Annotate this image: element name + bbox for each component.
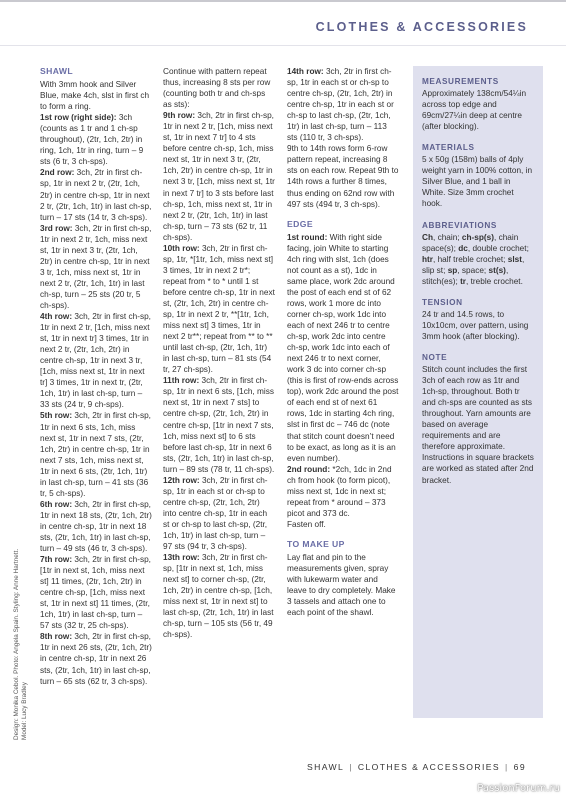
abbreviations-list	[422, 232, 535, 287]
row-label: 1st round:	[287, 232, 328, 242]
row-text: 3ch, 2tr in first ch-sp, 1tr in each st or ch-sp to centre ch-sp, (2tr, 1ch, 2tr) in centre ch-sp, 1tr in each st or ch-sp to last ch-sp, (2tr, 1ch, 1tr) in last ch-sp, turn – 113 sts (110 tr, 3 ch-sps).	[287, 67, 394, 143]
row-text: 3ch, 2tr in first ch-sp, 1tr in next 2 tr, [1ch, miss next st, 1tr in next tr] 3 times, 1tr in next 2 tr, (2tr, 1ch, 2tr) in centre ch-sp, 1tr in next 3 tr, [1ch, miss next st, 1tr in next tr] 3 times, 1tr in next tr, (2tr, 1ch, 1tr) in last ch-sp, turn – 33 sts (24 tr, 9 ch-sps).	[40, 312, 151, 410]
abbr: st(s)	[488, 265, 506, 275]
header-divider	[0, 45, 566, 46]
row-6	[40, 499, 152, 554]
makeup-text: Lay flat and pin to the measurements given, spray with lukewarm water and leave to dry completely. Make 3 tassels and attach one to each point of the shawl.	[287, 552, 396, 618]
edge-round-2	[287, 464, 399, 519]
abbr-meaning: , space;	[457, 265, 489, 275]
row-label: 11th row:	[163, 376, 200, 386]
row-label: 1st row (right side):	[40, 113, 117, 123]
row-12	[163, 475, 275, 552]
row-text: 3ch, 2tr in first ch-sp, 1tr, *[1tr, 1ch, miss next st] 3 times, 1tr in next 2 tr*; repeat from * to * until 1 st before centre ch-sp, 1tr in next st, (2tr, 1ch, 2tr) in centre ch-sp, 1tr in next 2 tr, **[1tr, 1ch, miss next st] 3 times, 1tr in next 2 tr**; repeat from ** to ** until last ch-sp, (2tr, 1ch, 1tr) in last ch-sp, turn – 81 sts (54 tr, 27 ch-sps).	[163, 243, 275, 375]
edge-round-1	[287, 232, 399, 464]
abbr-meaning: , chain;	[433, 232, 462, 242]
row-label: 8th row:	[40, 632, 73, 642]
row-text: 3ch, 2tr in first ch-sp, [1tr in next st, 1ch, miss next st] 11 times, (2tr, 1ch, 2tr) in centre ch-sp, [1ch, miss next st, 1tr in next st] 11 times, (2tr, 1ch, 1tr) in last ch-sp, turn – 57 sts (32 tr, 25 ch-sps).	[40, 555, 151, 631]
row-text: *2ch, 1dc in 2nd ch from hook (to form picot), miss next st, 1dc in next st; repeat from * around – 373 picot and 373 dc.	[287, 464, 392, 518]
measurements-heading: MEASUREMENTS	[422, 77, 499, 86]
abbr: Ch	[422, 232, 433, 242]
abbr: dc	[458, 243, 468, 253]
row-text: 3ch (counts as 1 tr and 1 ch-sp throughout), (2tr, 1ch, 2tr) in ring, 1ch, 1tr in ring, turn – 9 sts (6 tr, 3 ch-sps).	[40, 113, 144, 167]
row-label: 5th row:	[40, 411, 73, 421]
materials-text: 5 x 50g (158m) balls of 4ply weight yarn in 100% cotton, in Silver Blue, and 1 ball in White. Size 3mm crochet hook.	[422, 155, 533, 209]
abbr-meaning: , stitch(es);	[422, 265, 509, 286]
abbreviations-heading: ABBREVIATIONS	[422, 220, 497, 230]
row-2	[40, 167, 152, 222]
pattern-column-1	[40, 66, 152, 687]
abbreviations-section	[422, 220, 535, 287]
measurements-section	[422, 76, 535, 132]
row-7	[40, 554, 152, 631]
footer-pattern-name: SHAWL	[307, 762, 345, 772]
pattern-column-2	[163, 66, 275, 640]
row-label: 12th row:	[163, 475, 200, 485]
edge-heading: EDGE	[287, 218, 313, 229]
footer-separator: |	[349, 762, 353, 772]
row-1	[40, 112, 152, 167]
row-label: 10th row:	[163, 243, 200, 253]
fasten-off: Fasten off.	[287, 519, 326, 529]
row-text: 3ch, 2tr in first ch-sp, 1tr in next 2 tr, [1ch, miss next st, 1tr in next 7 tr] to 4 sts before centre ch-sp, 1ch, miss next st, 1tr in next 3 tr, (2tr, 1ch, 2tr) in centre ch-sp, 1tr in next 3 tr, [1ch, miss next st, 1tr in next 7 tr] to 3 sts before last ch-sp, 1ch, miss next st, 1tr in next 2 tr, (2tr, 1ch, 1tr) in last ch-sp, turn – 73 sts (62 tr, 11 ch-sps).	[163, 111, 275, 242]
row-11	[163, 375, 275, 474]
row-text: 3ch, 2tr in first ch-sp, 1tr in each st or ch-sp to centre ch-sp, (2tr, 1ch, 2tr) into centre ch-sp, 1tr in each st or ch-sp to last ch-sp, (2tr, 1ch, 1tr) in last ch-sp, turn – 97 sts (94 tr, 3 ch-sps).	[163, 475, 268, 552]
section-title: CLOTHES & ACCESSORIES	[315, 20, 528, 34]
measurements-text: Approximately 138cm/54¼in across top edge and 69cm/27¼in deep at centre (after blocking).	[422, 89, 527, 132]
top-rule	[0, 0, 566, 16]
abbr: ch-sp(s)	[461, 232, 494, 242]
row-label: 2nd row:	[40, 168, 75, 178]
repeat-summary: 9th to 14th rows form 6-row pattern repeat, increasing 8 sts on each row. Repeat 9th to 14th rows a further 8 times, thus ending on 62nd row with 497 sts (494 tr, 3 ch-sps).	[287, 144, 399, 209]
footer-separator: |	[505, 762, 509, 772]
row-8	[40, 631, 152, 686]
makeup-heading: TO MAKE UP	[287, 538, 345, 549]
info-sidebar	[413, 66, 543, 718]
note-section	[422, 352, 535, 486]
tension-heading: TENSION	[422, 297, 463, 307]
note-heading: NOTE	[422, 352, 448, 362]
row-3	[40, 223, 152, 311]
row-label: 6th row:	[40, 499, 73, 509]
row-label: 14th row:	[287, 67, 324, 76]
watermark: PassionForum.ru	[477, 783, 560, 794]
pattern-column-3	[287, 66, 399, 618]
row-14	[287, 66, 399, 143]
row-label: 9th row:	[163, 111, 196, 121]
abbr-meaning: , chain space(s);	[422, 232, 519, 253]
tension-section	[422, 297, 535, 342]
row-10	[163, 243, 275, 376]
row-text: 3ch, 2tr in first ch-sp, 1tr in next 2 tr, 1ch, miss next st, 1tr in next 3 tr, (2tr, 1ch, 2tr) in centre ch-sp, 1tr in next 3 tr, 1ch, miss next st, 1tr in next 2 tr, (2tr, 1ch, 1tr) in last ch-sp, turn – 25 sts (20 tr, 5 ch-sps).	[40, 223, 152, 310]
abbr-meaning: , double crochet;	[467, 243, 529, 253]
row-label: 2nd round:	[287, 464, 331, 474]
abbr-meaning: , slip st;	[422, 254, 525, 275]
materials-section	[422, 142, 535, 209]
page-number: 69	[513, 762, 526, 772]
abbr: slst	[507, 254, 522, 264]
row-5	[40, 410, 152, 498]
row-text: With right side facing, join White to starting 4ch ring with slst, 1ch (does not count as a st), 1dc in same place, work 2dc around the post of each end st of 62 rows, work 1 more dc into corner ch-sp, work 1dc into each of next 246 tr to centre ch-sp, work 2dc into centre ch-sp, work 1dc into each of next 246 tr to next corner, work 3 dc into corner ch-sp (this is first of row-ends across top), work 2dc around the post of each end st of next 61 rows, 1dc in starting 4ch ring, slst in first dc – 746 dc (note that stitch count doesn’t need to be exact, as long as it is an even number).	[287, 232, 399, 463]
row-text: 3ch, 2tr in first ch-sp, 1tr in next 6 sts, 1ch, miss next st, 1tr in next 7 sts, (2tr, 1ch, 2tr) in centre ch-sp, 1tr in next 7 sts, 1ch, miss next st, 1tr in next 6 sts, (2tr, 1ch, 1tr) in last ch-sp, turn – 41 sts (36 tr, 5 ch-sps).	[40, 411, 151, 498]
shawl-intro: With 3mm hook and Silver Blue, make 4ch, slst in first ch to form a ring.	[40, 80, 150, 112]
row-text: 3ch, 2tr in first ch-sp, 1tr in next 26 sts, (2tr, 1ch, 2tr) in centre ch-sp, 1tr in next 26 sts, (2tr, 1ch, 1tr) in last ch-sp, turn – 65 sts (62 tr, 3 ch-sps).	[40, 632, 152, 686]
row-label: 4th row:	[40, 312, 73, 322]
row-label: 13th row:	[163, 553, 200, 563]
row-text: 3ch, 2tr in first ch-sp, 1tr in next 2 tr, (2tr, 1ch, 2tr) in centre ch-sp, 1tr in next 2 tr, (2tr, 1ch, 1tr) in last ch-sp, turn – 17 sts (14 tr, 3 ch-sps).	[40, 168, 152, 222]
row-label: 7th row:	[40, 555, 73, 565]
row-label: 3rd row:	[40, 223, 73, 233]
abbr-meaning: , treble crochet.	[466, 276, 523, 286]
row-text: 3ch, 2tr in first ch-sp, [1tr in next st, 1ch, miss next st] to corner ch-sp, (2tr, 1ch, 2tr) in centre ch-sp, [1ch, miss next st, 1tr in next st] to last ch-sp, (2tr, 1ch, 1tr) in last ch-sp, turn – 105 sts (56 tr, 49 ch-sps).	[163, 553, 274, 640]
abbr-meaning: , half treble crochet;	[433, 254, 508, 264]
row-4	[40, 311, 152, 410]
row-text: 3ch, 2tr in first ch-sp, 1tr in next 18 sts, (2tr, 1ch, 2tr) in centre ch-sp, 1tr in next 18 sts, (2tr, 1ch, 1tr) in last ch-sp, turn – 49 sts (46 tr, 3 ch-sps).	[40, 499, 152, 554]
credits-line-1: Design: Monika Cebol. Photo: Angela Spain. Styling: Anne Hartnett.	[13, 548, 20, 740]
materials-heading: MATERIALS	[422, 143, 475, 153]
note-text: Stitch count includes the first 3ch of each row as 1tr and 1ch-sp, throughout. Both tr and ch-sps are counted as sts throughout. Yarn amounts are based on average requirements and are therefore approximate. Instructions in square brackets are worked as stated after 2nd bracket.	[422, 365, 534, 485]
credits-line-2: Model: Lucy Bradley	[21, 682, 28, 740]
footer-section-name: CLOTHES & ACCESSORIES	[357, 762, 500, 772]
photo-credits	[13, 549, 29, 740]
page-footer	[307, 762, 526, 772]
shawl-heading: SHAWL	[40, 66, 74, 76]
abbr: htr	[422, 254, 433, 264]
repeat-note: Continue with pattern repeat thus, increasing 8 sts per row (counting both tr and ch-sps as sts):	[163, 67, 271, 110]
abbr: tr	[460, 276, 467, 286]
tension-text: 24 tr and 14.5 rows, to 10x10cm, over pattern, using 3mm hook (after blocking).	[422, 309, 529, 341]
row-13	[163, 552, 275, 640]
abbr: sp	[447, 265, 458, 275]
row-text: 3ch, 2tr in first ch-sp, 1tr in next 6 sts, [1ch, miss next st, 1tr in next 7 sts] to centre ch-sp, (2tr, 1ch, 2tr) in centre ch-sp, [1tr in next 7 sts, 1ch, miss next st] to 6 sts before last ch-sp, 1tr in next 6 sts, (2tr, 1ch, 1tr) in last ch-sp, turn – 89 sts (78 tr, 11 ch-sps).	[163, 376, 275, 474]
row-9	[163, 110, 275, 243]
